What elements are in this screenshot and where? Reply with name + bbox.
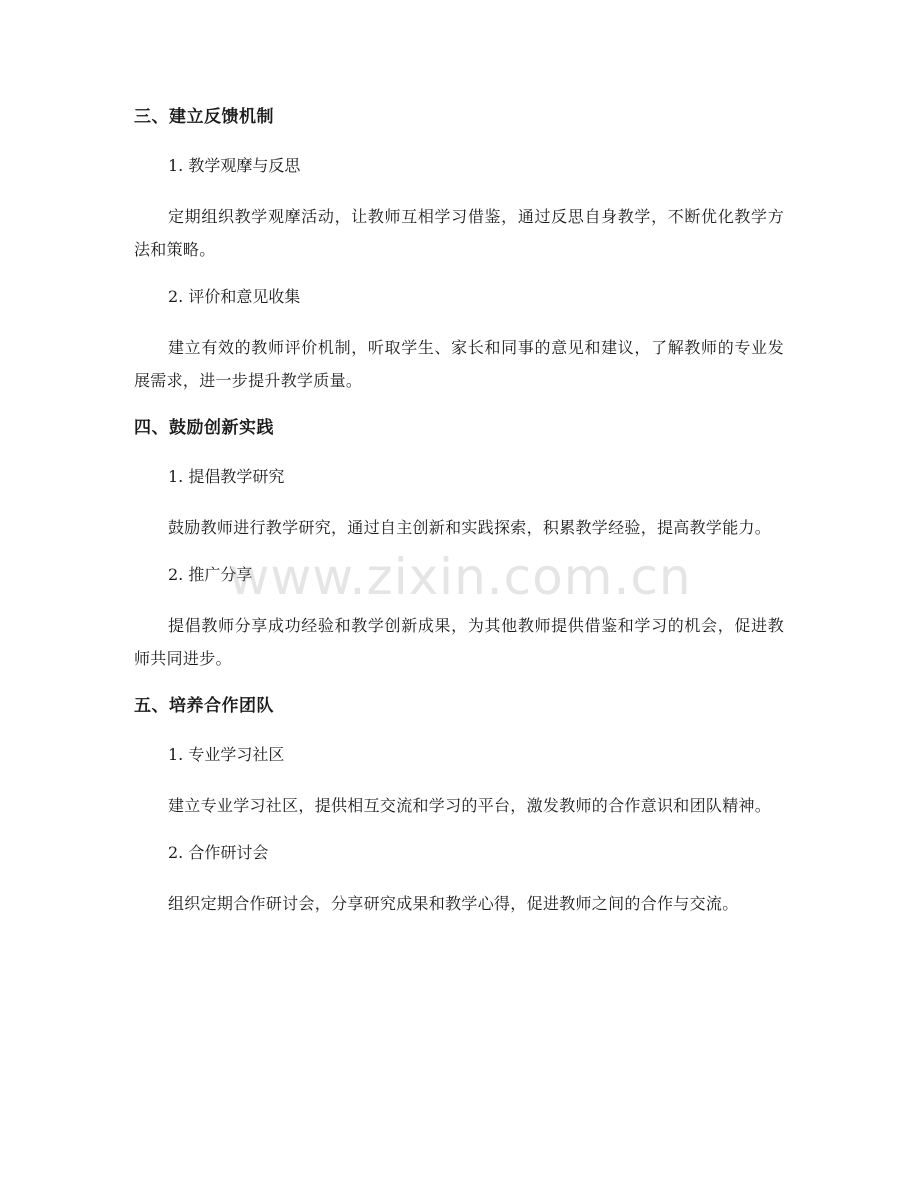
paragraph: 鼓励教师进行教学研究，通过自主创新和实践探索，积累教学经验，提高教学能力。	[168, 518, 772, 537]
watermark: www.zixin.com.cn	[228, 548, 692, 606]
paragraph: 组织定期合作研讨会，分享研究成果和教学心得，促进教师之间的合作与交流。	[168, 894, 739, 913]
section-innovation	[134, 416, 784, 675]
paragraph: 建立专业学习社区，提供相互交流和学习的平台，激发教师的合作意识和团队精神。	[168, 796, 772, 815]
paragraph: 提倡教师分享成功经验和教学创新成果，为其他教师提供借鉴和学习的机会，促进教师共同进步。	[134, 616, 784, 668]
sub-heading: 1. 专业学习社区	[168, 745, 285, 764]
sub-heading: 1. 教学观摩与反思	[168, 156, 301, 175]
section-heading: 五、培养合作团队	[134, 696, 274, 716]
section-heading: 四、鼓励创新实践	[134, 418, 274, 438]
paragraph: 建立有效的教师评价机制，听取学生、家长和同事的意见和建议，了解教师的专业发展需求，进一步提升教学质量。	[134, 338, 784, 390]
document-body	[134, 105, 784, 939]
section-feedback	[134, 105, 784, 397]
section-teamwork	[134, 694, 784, 920]
sub-heading: 2. 合作研讨会	[168, 843, 269, 862]
sub-heading: 2. 评价和意见收集	[168, 287, 301, 306]
sub-heading: 1. 提倡教学研究	[168, 467, 285, 486]
paragraph: 定期组织教学观摩活动，让教师互相学习借鉴，通过反思自身教学，不断优化教学方法和策略。	[134, 207, 784, 259]
section-heading: 三、建立反馈机制	[134, 107, 274, 127]
sub-heading: 2. 推广分享	[168, 565, 253, 584]
